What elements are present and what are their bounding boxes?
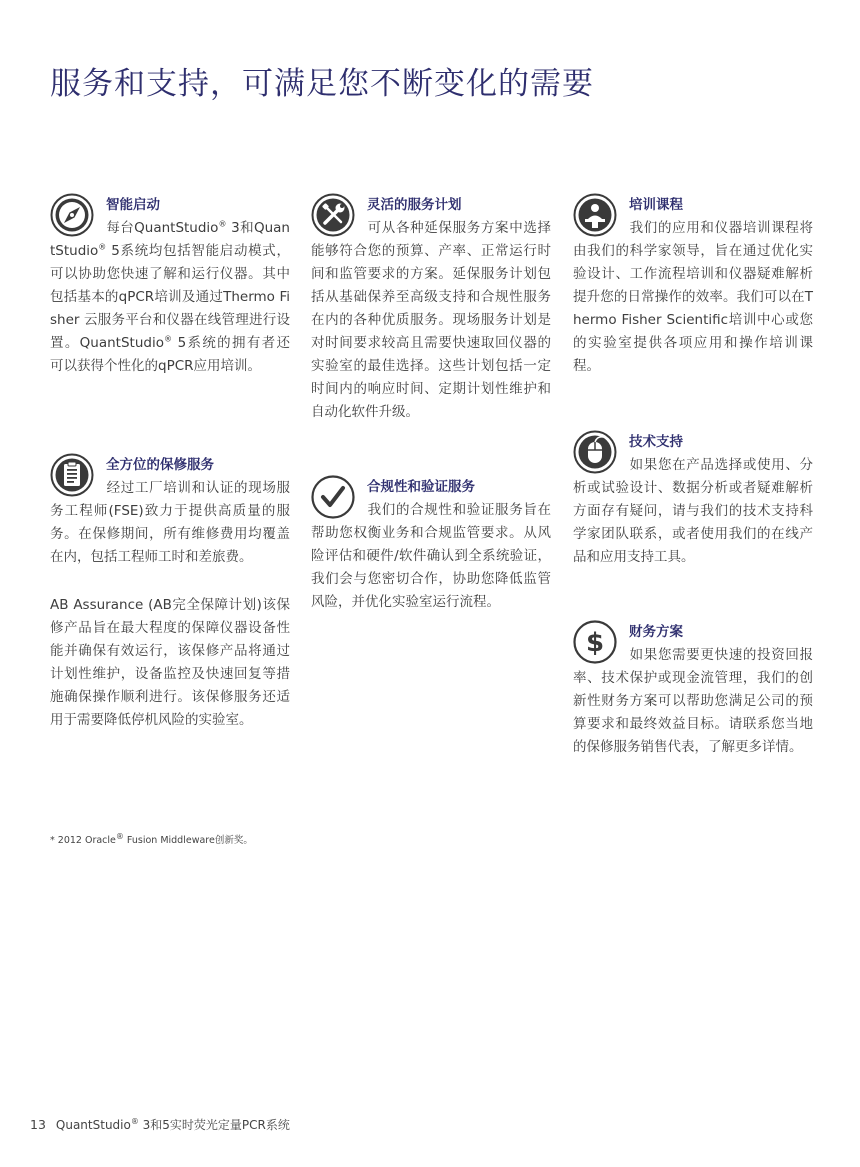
mouse-icon <box>573 430 617 474</box>
section-title: 灵活的服务计划 <box>367 197 462 213</box>
section-service-plan <box>311 193 551 424</box>
section-title: 财务方案 <box>629 624 683 640</box>
clipboard-icon <box>50 453 94 497</box>
dollar-icon <box>573 620 617 664</box>
section-body: 如果您需要更快速的投资回报率、技术保护或现金流管理，我们的创新性财务方案可以帮助您满足公司的预算要求和最终效益目标。请联系您当地的保修服务销售代表，了解更多详情。 <box>573 647 813 755</box>
section-title: 培训课程 <box>629 197 683 213</box>
section-body: 可从各种延保服务方案中选择能够符合您的预算、产率、正常运行时间和监管要求的方案。延保服务计划包括从基础保养至高级支持和合规性服务在内的各种优质服务。现场服务计划是对时间要求较高且需要快速取回仪器的实验室的最佳选择。这些计划包括一定时间内的响应时间、定期计划性维护和自动化软件升级。 <box>311 220 551 420</box>
section-body: 我们的应用和仪器培训课程将由我们的科学家领导，旨在通过优化实验设计、工作流程培训和仪器疑难解析提升您的日常操作的效率。我们可以在Thermo Fisher Scientific培训中心或您的实验室提供各项应用和操作培训课程。 <box>573 220 813 374</box>
section-title: 全方位的保修服务 <box>106 457 214 473</box>
section-tech-support <box>573 430 813 569</box>
section-title: 智能启动 <box>106 197 160 213</box>
section-body: 每台QuantStudio® 3和QuantStudio® 5系统均包括智能启动模式，可以协助您快速了解和运行仪器。其中包括基本的qPCR培训及通过Thermo Fisher 云服务平台和仪器在线管理进行设置。QuantStudio® 5系统的拥有者还可以获得个性化的qPCR应用培训。 <box>50 219 290 374</box>
checkmark-icon <box>311 475 355 519</box>
page-number: 13 <box>30 1117 46 1132</box>
footer-product: QuantStudio® 3和5实时荧光定量PCR系统 <box>55 1117 290 1132</box>
section-body-2: AB Assurance (AB完全保障计划)该保修产品旨在最大程度的保障仪器设备性能并确保有效运行，该保修产品将通过计划性维护，设备监控及快速回复等措施确保操作顺利进行。该保修服务还适用于需要降低停机风险的实验室。 <box>50 597 290 728</box>
section-title: 技术支持 <box>629 434 683 450</box>
section-body: 如果您在产品选择或使用、分析或试验设计、数据分析或者疑难解析方面存有疑问，请与我们的技术支持科学家团队联系，或者使用我们的在线产品和应用支持工具。 <box>573 457 813 565</box>
section-training <box>573 193 813 378</box>
trainer-icon <box>573 193 617 237</box>
section-title: 合规性和验证服务 <box>367 479 475 495</box>
compass-icon <box>50 193 94 237</box>
section-warranty <box>50 453 290 732</box>
section-smart-start <box>50 193 290 378</box>
page-footer <box>30 1116 290 1133</box>
wrench-screwdriver-icon <box>311 193 355 237</box>
section-body: 我们的合规性和验证服务旨在帮助您权衡业务和合规监管要求。从风险评估和硬件/软件确认到全系统验证，我们会与您密切合作，协助您降低监管风险，并优化实验室运行流程。 <box>311 502 551 610</box>
section-compliance <box>311 475 551 614</box>
section-body: 经过工厂培训和认证的现场服务工程师(FSE)致力于提供高质量的服务。在保修期间，所有维修费用均覆盖在内，包括工程师工时和差旅费。 <box>50 480 290 565</box>
svg-text:$: $ <box>585 628 605 658</box>
page-title: 服务和支持，可满足您不断变化的需要 <box>50 66 594 102</box>
section-finance <box>573 620 813 759</box>
footnote: * 2012 Oracle® Fusion Middleware创新奖。 <box>50 831 253 846</box>
